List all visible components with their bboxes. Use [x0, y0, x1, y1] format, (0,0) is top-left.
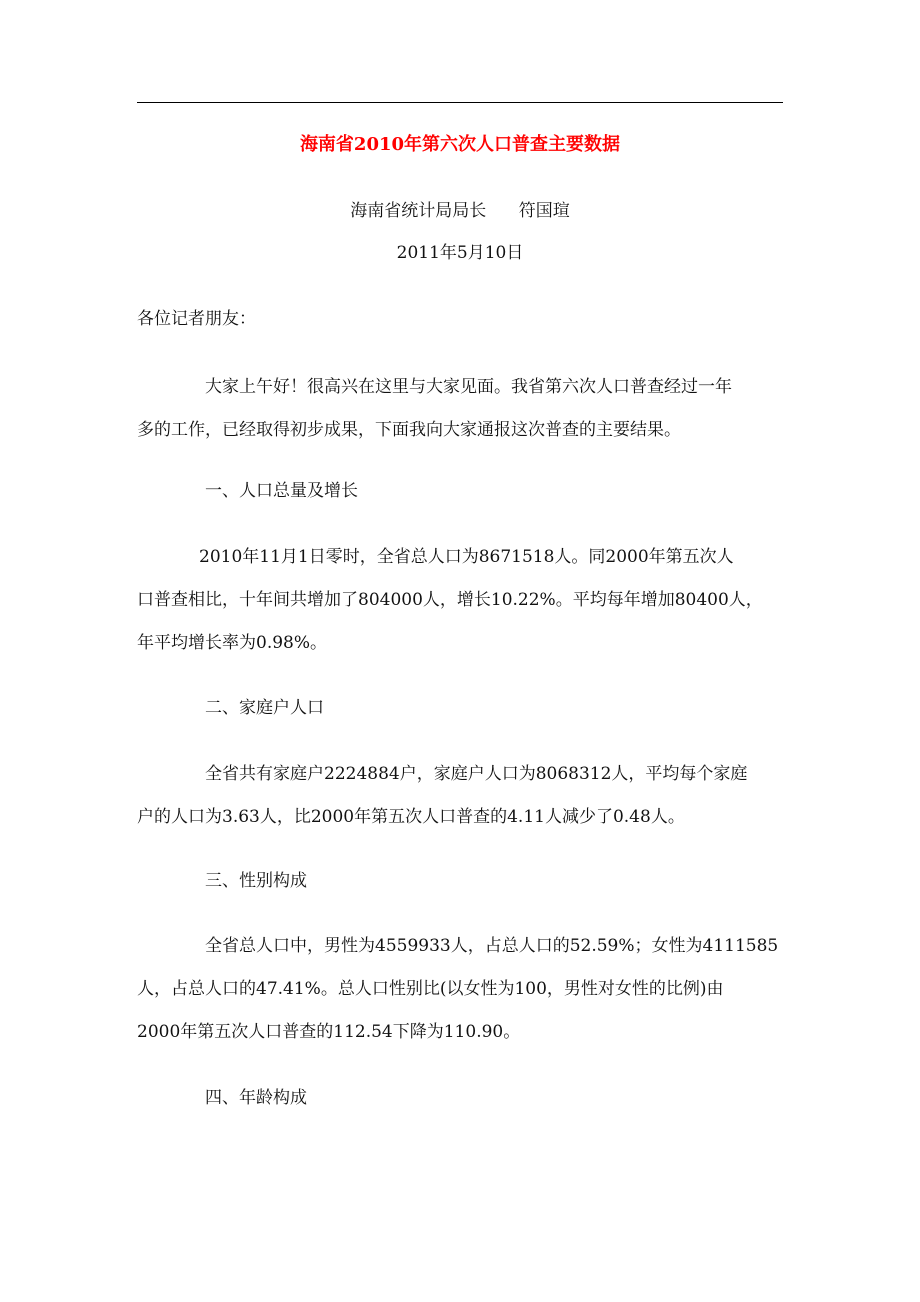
intro-paragraph: [137, 366, 787, 452]
paragraph-line: 人，占总人口的47.41%。总人口性别比(以女性为100，男性对女性的比例)由: [137, 979, 724, 999]
paragraph-line: 户的人口为3.63人，比2000年第五次人口普查的4.11人减少了0.48人。: [137, 807, 685, 827]
section-heading: 三、性别构成: [205, 871, 307, 891]
section-heading: 四、年龄构成: [205, 1088, 307, 1108]
paragraph-line: 全省总人口中，男性为4559933人，占总人口的52.59%；女性为4111585: [205, 936, 779, 956]
author-line: 海南省统计局局长 符国瑄: [350, 201, 570, 221]
intro-line: 多的工作，已经取得初步成果，下面我向大家通报这次普查的主要结果。: [137, 420, 681, 440]
paragraph-line: 年平均增长率为0.98%。: [137, 633, 328, 653]
paragraph-line: 2000年第五次人口普查的112.54下降为110.90。: [137, 1022, 521, 1042]
greeting: 各位记者朋友：: [137, 309, 256, 329]
paragraph-line: 2010年11月1日零时，全省总人口为8671518人。同2000年第五次人: [199, 547, 734, 567]
date-line: 2011年5月10日: [396, 243, 524, 263]
section-paragraph: [137, 753, 787, 839]
section-heading: 二、家庭户人口: [205, 698, 324, 718]
paragraph-line: 全省共有家庭户2224884户，家庭户人口为8068312人，平均每个家庭: [205, 764, 748, 784]
section-paragraph: [137, 925, 787, 1054]
paragraph-line: 口普查相比，十年间共增加了804000人，增长10.22%。平均每年增加80400人，: [137, 590, 763, 610]
document-title: 海南省2010年第六次人口普查主要数据: [299, 134, 621, 155]
header-rule: [137, 102, 783, 103]
section-heading: 一、人口总量及增长: [205, 481, 358, 501]
intro-line: 大家上午好！很高兴在这里与大家见面。我省第六次人口普查经过一年: [205, 377, 732, 397]
section-paragraph: [137, 536, 787, 665]
